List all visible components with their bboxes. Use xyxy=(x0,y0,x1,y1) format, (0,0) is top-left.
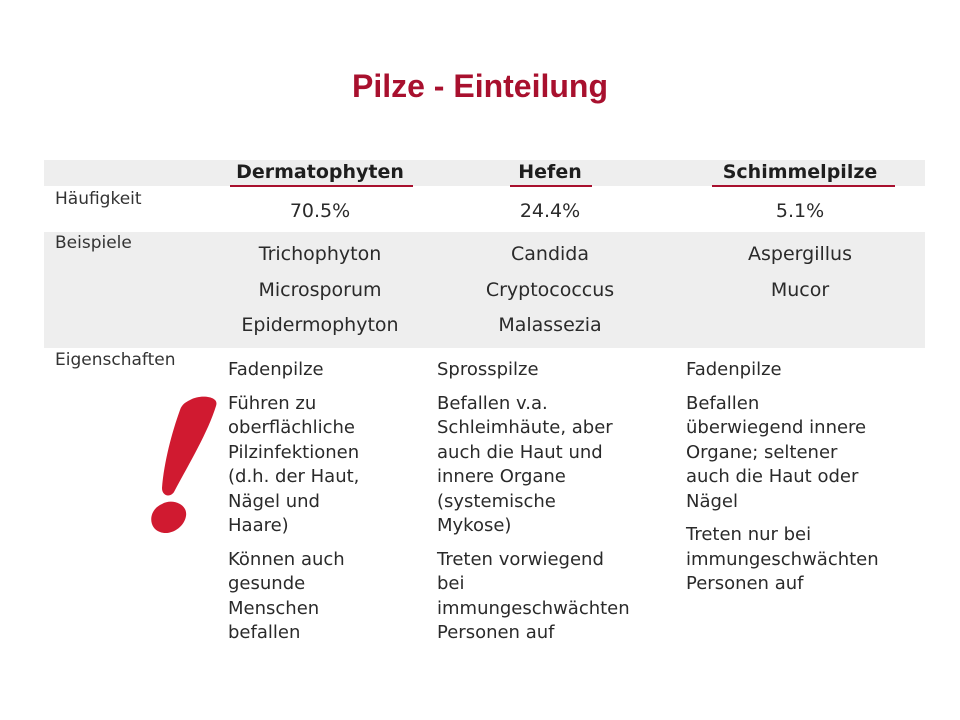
page-title: Pilze - Einteilung xyxy=(351,68,608,104)
text-line: Menschen xyxy=(228,597,320,619)
eigenschaft-typ: Fadenpilze xyxy=(686,359,782,380)
text-line: auch die Haut und xyxy=(437,441,603,463)
text-line: Nägel und xyxy=(228,490,320,512)
text-line: immungeschwächten xyxy=(686,548,879,570)
eigenschaft-befall xyxy=(686,392,879,515)
text-line: bei xyxy=(437,573,465,594)
beispiel-dermatophyten-1: Trichophyton xyxy=(258,243,382,265)
beispiel-schimmelpilze-2: Mucor xyxy=(770,279,830,301)
text-line: überwiegend innere xyxy=(686,417,867,438)
beispiel-hefen-2: Cryptococcus xyxy=(485,279,615,301)
column-header-dermatophyten: Dermatophyten xyxy=(236,161,404,183)
text-line: Führen zu xyxy=(228,392,317,414)
eigenschaften-hefen xyxy=(437,358,630,655)
haeufigkeit-schimmelpilze: 5.1% xyxy=(775,200,825,222)
eigenschaft-wirt xyxy=(686,523,879,597)
text-line: Personen auf xyxy=(437,622,555,643)
text-line: immungeschwächten xyxy=(437,597,630,619)
beispiel-dermatophyten-3: Epidermophyton xyxy=(241,314,399,336)
text-line: Mykose) xyxy=(437,515,512,536)
text-line: Nägel xyxy=(686,490,738,512)
eigenschaft-befall xyxy=(437,392,630,539)
text-line: Treten nur bei xyxy=(686,524,812,545)
beispiel-dermatophyten-2: Microsporum xyxy=(258,279,382,301)
underline-dermatophyten xyxy=(230,185,413,187)
text-line: (systemische xyxy=(437,490,556,512)
haeufigkeit-dermatophyten: 70.5% xyxy=(289,200,351,222)
column-header-schimmelpilze: Schimmelpilze xyxy=(722,161,878,183)
text-line: Organe; seltener xyxy=(686,441,838,463)
eigenschaften-schimmelpilze xyxy=(686,358,879,606)
row-label-haeufigkeit: Häufigkeit xyxy=(55,189,142,209)
text-line: Haare) xyxy=(228,515,289,536)
exclamation-icon xyxy=(140,392,224,542)
text-line: Befallen v.a. xyxy=(437,392,548,414)
text-line: innere Organe xyxy=(437,466,566,487)
text-line: Schleimhäute, aber xyxy=(437,417,613,438)
text-line: Befallen xyxy=(686,392,760,414)
eigenschaft-befall xyxy=(228,392,359,539)
row-label-beispiele: Beispiele xyxy=(55,233,132,253)
column-header-hefen: Hefen xyxy=(518,161,582,183)
beispiel-schimmelpilze-1: Aspergillus xyxy=(748,243,852,265)
text-line: oberflächliche xyxy=(228,417,355,438)
eigenschaft-wirt xyxy=(228,548,359,646)
underline-schimmelpilze xyxy=(712,185,895,187)
haeufigkeit-hefen: 24.4% xyxy=(519,200,581,222)
eigenschaft-typ: Sprosspilze xyxy=(437,359,539,380)
row-label-eigenschaften: Eigenschaften xyxy=(55,350,176,370)
text-line: (d.h. der Haut, xyxy=(228,466,360,487)
text-line: gesunde xyxy=(228,573,306,594)
underline-hefen xyxy=(510,185,592,187)
text-line: auch die Haut oder xyxy=(686,466,859,487)
beispiel-hefen-3: Malassezia xyxy=(498,314,602,336)
text-line: Treten vorwiegend xyxy=(437,548,604,570)
text-line: Pilzinfektionen xyxy=(228,441,360,463)
text-line: Personen auf xyxy=(686,573,804,594)
eigenschaft-typ: Fadenpilze xyxy=(228,359,324,380)
text-line: Können auch xyxy=(228,548,345,570)
beispiel-hefen-1: Candida xyxy=(511,243,589,265)
text-line: befallen xyxy=(228,622,301,643)
eigenschaften-dermatophyten xyxy=(228,358,359,655)
eigenschaft-wirt xyxy=(437,548,630,646)
